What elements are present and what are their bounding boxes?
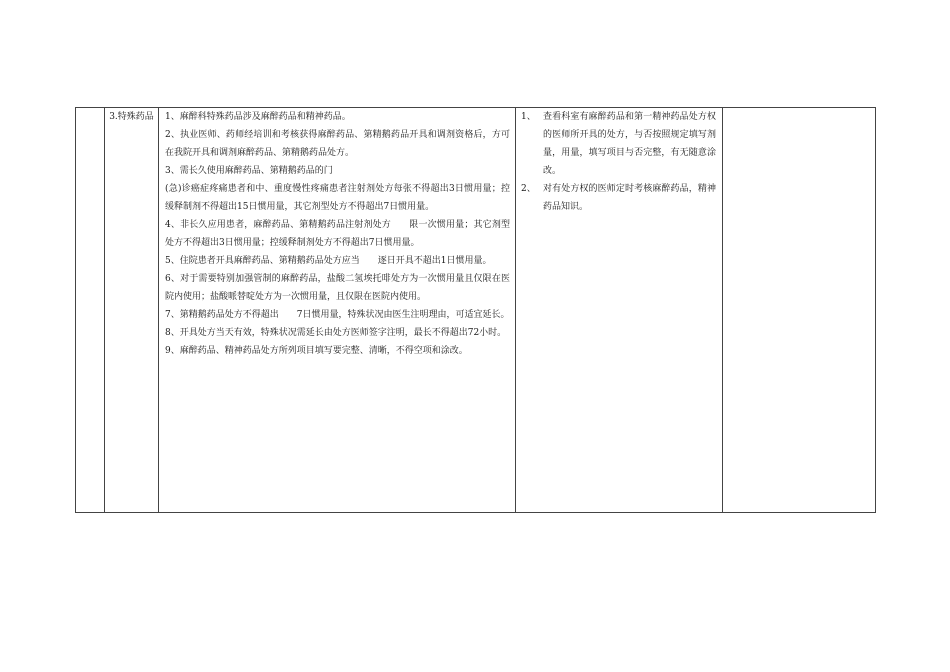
index-cell	[76, 108, 105, 513]
requirement-item: 9、麻醉药品、精神药品处方所列项目填写要完整、清晰，不得空项和涂改。	[165, 346, 468, 356]
checks-cell	[516, 108, 723, 513]
notes-cell	[723, 108, 876, 513]
requirement-item: 3、需长久使用麻醉药品、第精鹅药品的门	[165, 166, 333, 176]
requirement-item: 1、麻醉科特殊药品涉及麻醉药品和精神药品。	[165, 112, 351, 122]
requirement-item: 2、执业医师、药师经培训和考核获得麻醉药品、第精鹅药品开具和调剂资格后，方可在我院开具和调剂麻醉药品、第精鹅药品处方。	[165, 130, 510, 158]
table-row	[76, 108, 876, 513]
category-label: 3.特殊药品	[109, 112, 154, 122]
requirement-item: 5、住院患者开具麻醉药品、第精鹅药品处方应当 逐日开具不超出1日惯用量。	[165, 256, 492, 266]
check-item	[521, 180, 716, 216]
check-text: 对有处方权的医师定时考核麻醉药品，精神药品知识。	[543, 184, 716, 212]
requirement-item: 6、对于需要特别加强管制的麻醉药品，盐酸二氢埃托啡处方为一次惯用量且仅限在医院内使用；盐酸哌替啶处方为一次惯用量，且仅限在医院内使用。	[165, 274, 510, 302]
check-item	[521, 108, 716, 180]
document-table	[75, 107, 876, 513]
check-number: 2、	[521, 184, 536, 194]
requirement-item: (急)诊癌症疼痛患者和中、重度慢性疼痛患者注射剂处方每张不得超出3日惯用量；控缓释制剂不得超出15日惯用量，其它剂型处方不得超出7日惯用量。	[165, 184, 510, 212]
check-text: 查看科室有麻醉药品和第一精神药品处方权的医师所开具的处方，与否按照规定填写剂量，用量，填写项目与否完整，有无随意涂改。	[543, 112, 716, 176]
requirement-item: 4、非长久应用患者，麻醉药品、第精鹅药品注射剂处方 限一次惯用量；其它剂型处方不得超出3日惯用量；控缓释制剂处方不得超出7日惯用量。	[165, 220, 510, 248]
category-cell	[105, 108, 159, 513]
requirements-cell	[159, 108, 516, 513]
requirement-item: 7、第精鹅药品处方不得超出 7日惯用量，特殊状况由医生注明理由，可适宜延长。	[165, 310, 510, 320]
requirement-item: 8、开具处方当天有效，特殊状况需延长由处方医师签字注明，最长不得超出72小时。	[165, 328, 507, 338]
check-number: 1、	[521, 112, 536, 122]
